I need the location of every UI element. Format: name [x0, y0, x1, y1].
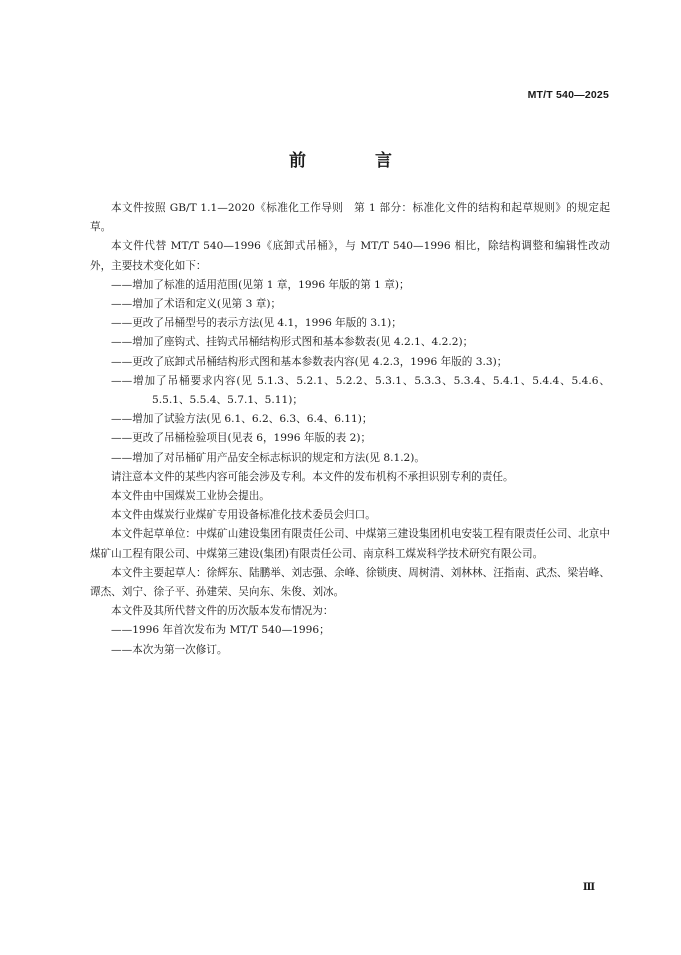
paragraph-drafting-rules: 本文件按照 GB/T 1.1—2020《标准化工作导则 第 1 部分：标准化文件的结构和起草规则》的规定起草。	[90, 202, 610, 234]
page-number: Ⅲ	[582, 882, 595, 893]
document-body	[90, 199, 610, 660]
list-item: ——更改了吊桶检验项目(见表 6，1996 年版的表 2)；	[111, 432, 372, 445]
list-item: ——本次为第一次修订。	[111, 643, 228, 656]
list-item: ——增加了对吊桶矿用产品安全标志标识的规定和方法(见 8.1.2)。	[111, 451, 426, 464]
changes-list	[90, 276, 610, 468]
paragraph-drafting-units: 本文件起草单位：中煤矿山建设集团有限责任公司、中煤第三建设集团机电安装工程有限责任公司、北京中煤矿山工程有限公司、中煤第三建设(集团)有限责任公司、南京科工煤炭科学技术研究有限公司。	[90, 528, 610, 560]
paragraph-history-intro: 本文件及其所代替文件的历次版本发布情况为：	[111, 605, 334, 618]
history-list	[90, 621, 610, 659]
page-title: 前 言	[289, 151, 418, 171]
list-item: ——更改了底卸式吊桶结构形式图和基本参数表内容(见 4.2.3，1996 年版的 3.3)；	[111, 355, 508, 368]
standard-number: MT/T 540—2025	[527, 89, 609, 101]
paragraph-drafters: 本文件主要起草人：徐辉东、陆鹏举、刘志强、余峰、徐锁庚、周树清、刘林林、汪指南、武杰、梁岩峰、谭杰、刘宁、徐子平、孙建荣、吴向东、朱俊、刘冰。	[90, 566, 610, 599]
list-item: ——增加了吊桶要求内容(见 5.1.3、5.2.1、5.2.2、5.3.1、5.3.3、5.3.4、5.4.1、5.4.4、5.4.6、5.5.1、5.5.4、5.7.1、5.11)；	[111, 374, 610, 407]
paragraph-administrator: 本文件由煤炭行业煤矿专用设备标准化技术委员会归口。	[111, 509, 376, 522]
paragraph-replacement: 本文件代替 MT/T 540—1996《底卸式吊桶》，与 MT/T 540—1996 相比，除结构调整和编辑性改动外，主要技术变化如下：	[90, 240, 610, 272]
list-item: ——增加了标准的适用范围(见第 1 章，1996 年版的第 1 章)；	[111, 278, 410, 291]
paragraph-proposer: 本文件由中国煤炭工业协会提出。	[111, 490, 270, 503]
list-item: ——增加了术语和定义(见第 3 章)；	[111, 298, 282, 311]
paragraph-patent-notice: 请注意本文件的某些内容可能会涉及专利。本文件的发布机构不承担识别专利的责任。	[111, 470, 514, 483]
list-item: ——1996 年首次发布为 MT/T 540—1996；	[111, 624, 330, 637]
list-item: ——增加了座钩式、挂钩式吊桶结构形式图和基本参数表(见 4.2.1、4.2.2)；	[111, 336, 474, 349]
list-item: ——增加了试验方法(见 6.1、6.2、6.3、6.4、6.11)；	[111, 413, 373, 426]
list-item: ——更改了吊桶型号的表示方法(见 4.1，1996 年版的 3.1)；	[111, 317, 402, 330]
